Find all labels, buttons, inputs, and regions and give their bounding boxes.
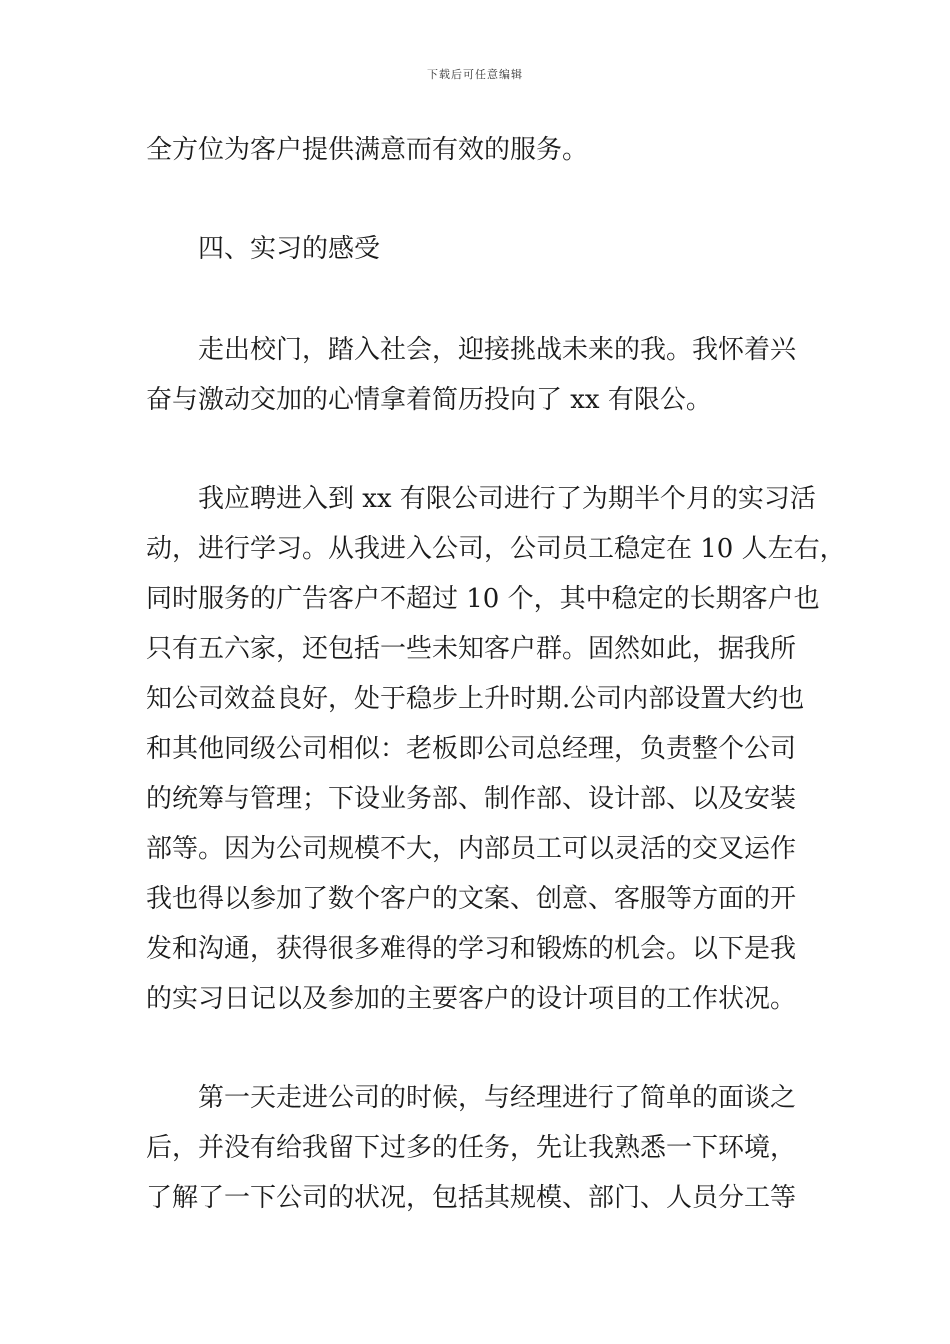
- paragraph-line: 走出校门，踏入社会，迎接挑战未来的我。我怀着兴: [198, 335, 797, 365]
- paragraph-line: 同时服务的广告客户不超过 10 个，其中稳定的长期客户也: [146, 584, 820, 614]
- paragraph-line: 后，并没有给我留下过多的任务，先让我熟悉一下环境，: [146, 1133, 797, 1163]
- paragraph-line: 的统筹与管理；下设业务部、制作部、设计部、以及安装: [146, 784, 797, 814]
- paragraph-company: [146, 474, 846, 1024]
- paragraph-line: 部等。因为公司规模不大，内部员工可以灵活的交叉运作: [146, 834, 797, 864]
- paragraph-intro: [146, 325, 836, 425]
- paragraph-line: 发和沟通，获得很多难得的学习和锻炼的机会。以下是我: [146, 934, 797, 964]
- paragraph-line: 第一天走进公司的时候，与经理进行了简单的面谈之: [198, 1083, 797, 1113]
- paragraph-line: 动，进行学习。从我进入公司，公司员工稳定在 10 人左右，: [146, 534, 846, 564]
- paragraph-line: 奋与激动交加的心情拿着简历投向了 xx 有限公。: [146, 385, 712, 415]
- section-heading: [146, 224, 836, 274]
- section-heading-text: 四、实习的感受: [198, 234, 381, 264]
- paragraph-line: 只有五六家，还包括一些未知客户群。固然如此，据我所: [146, 634, 797, 664]
- paragraph-line: 我也得以参加了数个客户的文案、创意、客服等方面的开: [146, 884, 797, 914]
- paragraph-first-day: [146, 1073, 836, 1223]
- header-note: 下载后可任意编辑: [427, 68, 523, 81]
- paragraph-line: 了解了一下公司的状况，包括其规模、部门、人员分工等: [146, 1183, 797, 1213]
- paragraph-line: 全方位为客户提供满意而有效的服务。: [146, 135, 589, 165]
- paragraph-service: [146, 125, 836, 175]
- paragraph-line: 和其他同级公司相似：老板即公司总经理，负责整个公司: [146, 734, 797, 764]
- paragraph-line: 的实习日记以及参加的主要客户的设计项目的工作状况。: [146, 984, 797, 1014]
- paragraph-line: 我应聘进入到 xx 有限公司进行了为期半个月的实习活: [198, 484, 816, 514]
- paragraph-line: 知公司效益良好，处于稳步上升时期.公司内部设置大约也: [146, 684, 805, 714]
